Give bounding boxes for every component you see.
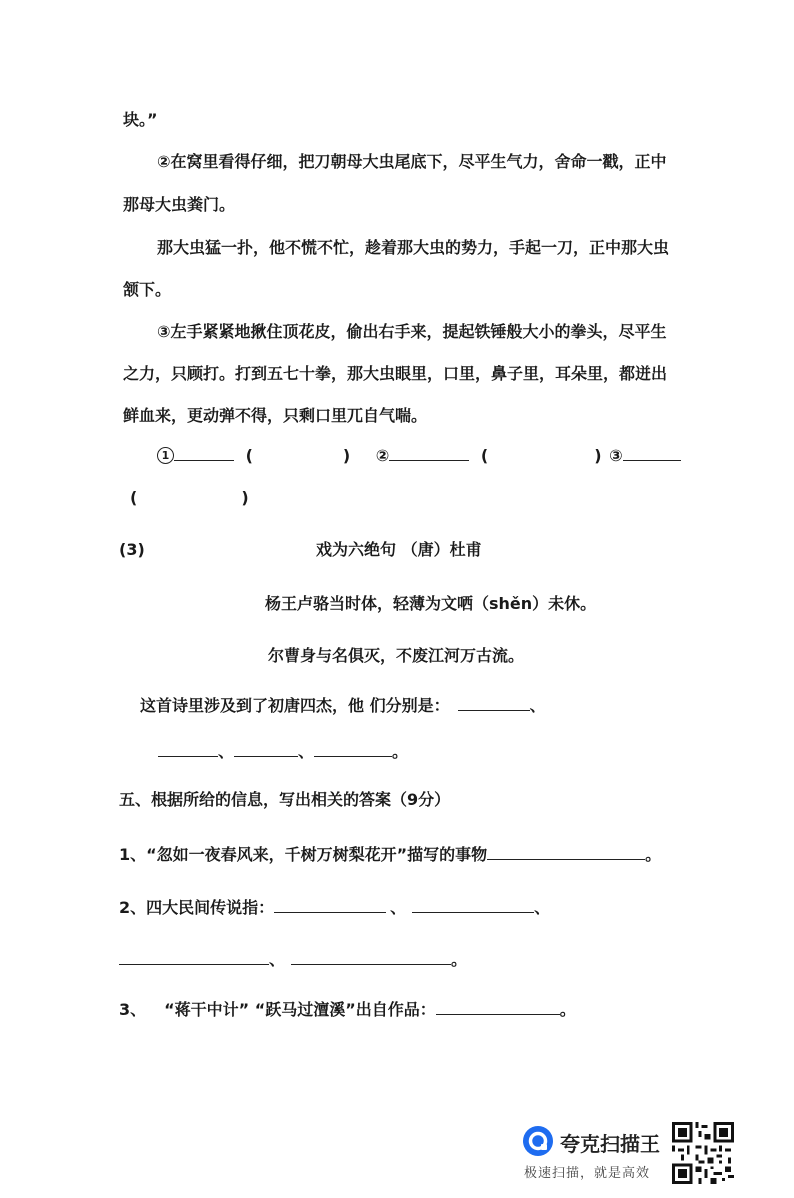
answer-blank[interactable] [174,444,234,461]
poem-title: 戏为六绝句 （唐）杜甫 [316,540,482,559]
answer-blank[interactable] [487,843,645,860]
answer-blank[interactable] [458,694,530,711]
passage-line: 颔下。 [123,280,172,299]
answer-blank[interactable] [623,444,681,461]
question-2-continued: 、 。 [119,948,467,972]
answer-row: ( ) [130,488,249,507]
passage-line: 那大虫猛一扑，他不慌不忙，趁着那大虫的势力，手起一刀，正中那大虫 [157,238,670,257]
answer-blank[interactable] [119,948,269,965]
answer-row: 1 ( ) ② ( ) ③ [157,444,681,468]
answer-blank[interactable] [389,444,469,461]
brand-name: 夸克扫描王 [560,1132,660,1156]
circled-number: ② [375,446,390,465]
answer-blank[interactable] [274,896,386,913]
passage-line: 鲜血来，更动弹不得，只剩口里兀自气喘。 [123,406,428,425]
question-2: 2、四大民间传说指： 、 、 [119,898,551,917]
answer-row: 、 、 。 [158,740,408,764]
answer-blank[interactable] [158,740,218,757]
section-heading: 五、根据所给的信息，写出相关的答案（9分） [119,790,451,809]
passage-line: ③左手紧紧地揪住顶花皮，偷出右手来，提起铁锤般大小的拳头，尽平生 [157,322,667,341]
circled-number: ③ [609,446,623,465]
passage-line: ②在窝里看得仔细，把刀朝母大虫尾底下，尽平生气力，舍命一戳，正中 [157,152,667,171]
poem-line: 尔曹身与名俱灭，不废江河万古流。 [268,646,525,665]
passage-line: 块。” [123,110,158,129]
quark-logo-icon [522,1125,554,1157]
passage-line: 那母大虫粪门。 [123,195,236,214]
brand-slogan: 极速扫描，就是高效 [524,1166,651,1181]
answer-blank[interactable] [234,740,298,757]
circled-number: 1 [157,447,174,464]
answer-blank[interactable] [412,896,534,913]
question-number: (3) [119,540,145,559]
answer-blank[interactable] [314,740,392,757]
answer-blank[interactable] [291,948,451,965]
question-1: 1、“忽如一夜春风来，千树万树梨花开”描写的事物 。 [119,845,662,864]
poem-line: 杨王卢骆当时体，轻薄为文哂（shěn）未休。 [265,594,597,613]
poem-question: 这首诗里涉及到了初唐四杰，他 们分别是： 、 [140,696,546,715]
question-3: 3、 “蒋干中计” “跃马过澶溪”出自作品： 。 [119,1000,576,1019]
answer-blank[interactable] [436,998,560,1015]
qr-code-icon [672,1122,734,1184]
passage-line: 之力，只顾打。打到五七十拳，那大虫眼里，口里，鼻子里，耳朵里，都迸出 [123,364,668,383]
